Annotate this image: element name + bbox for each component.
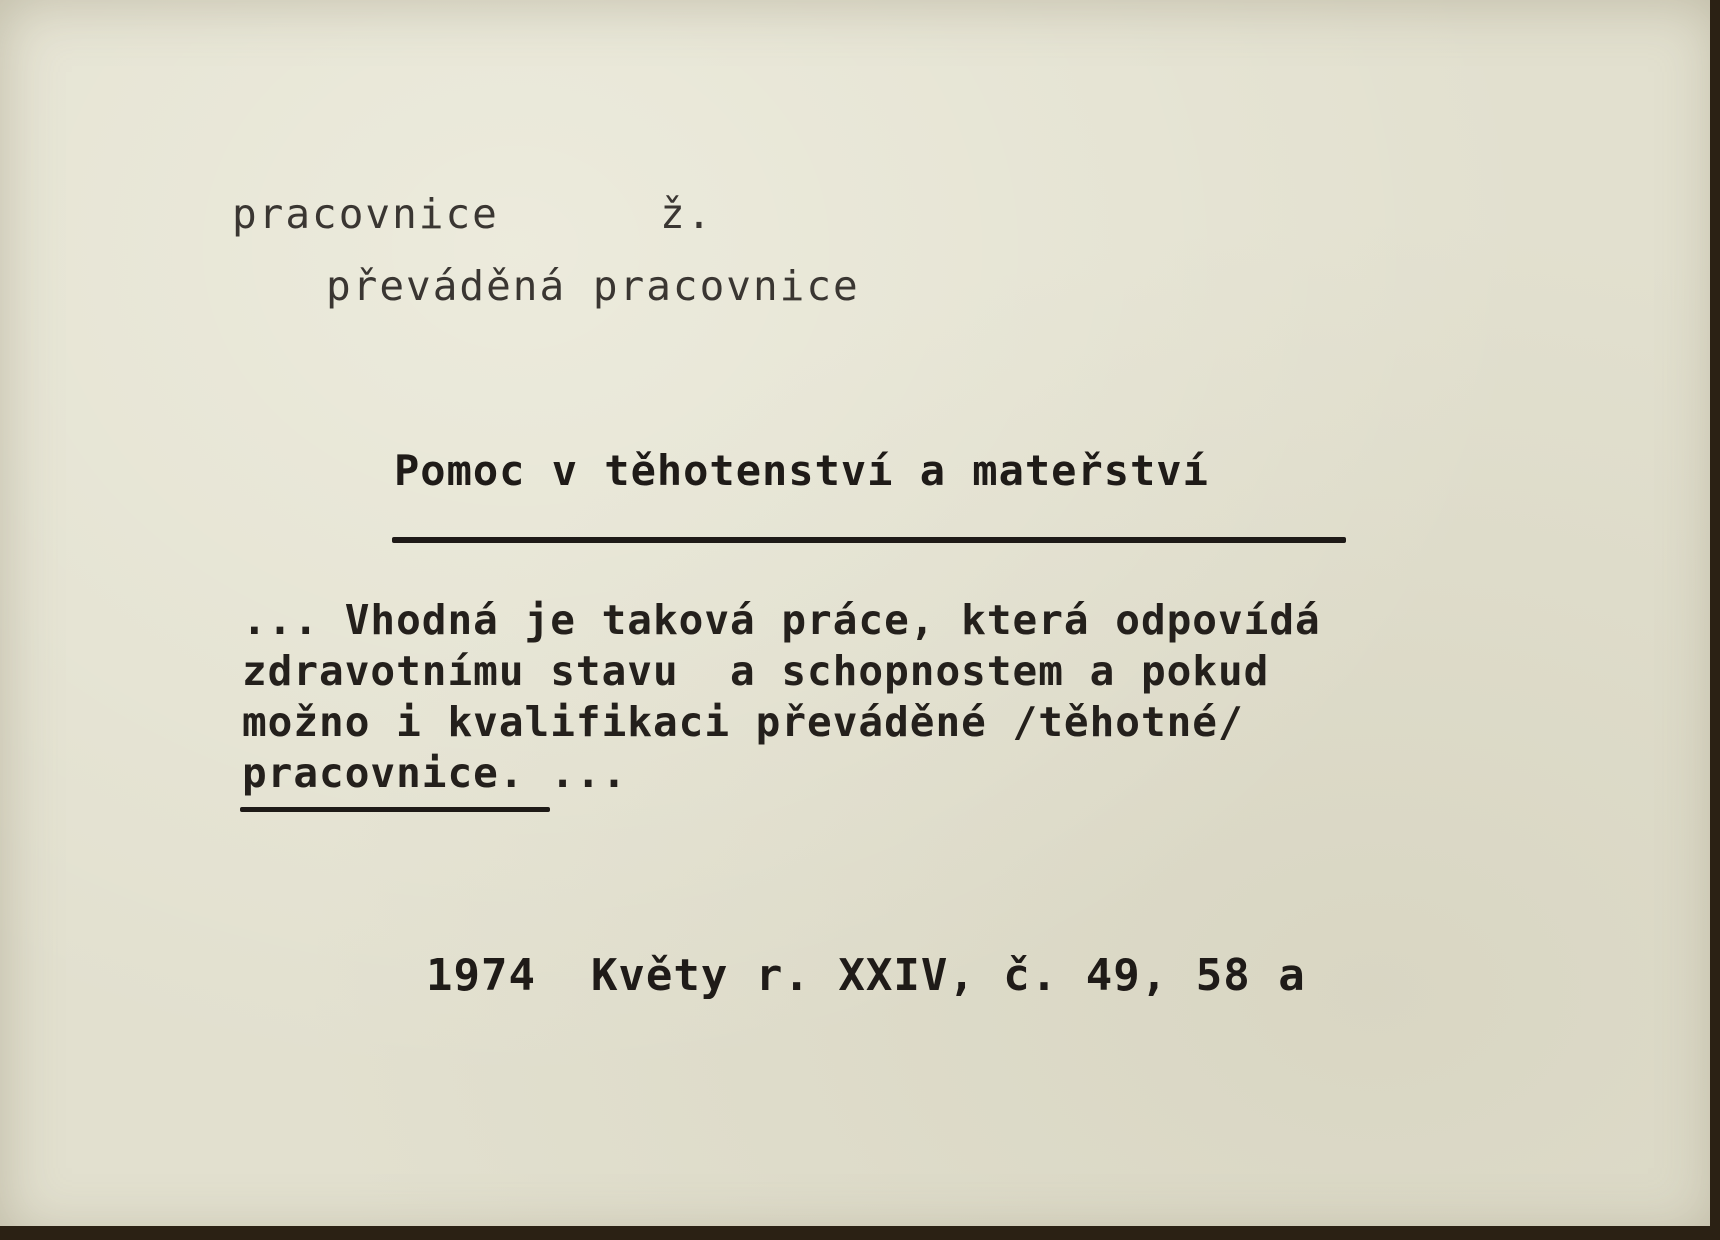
card-edge-bottom [0, 1226, 1720, 1240]
quote-line-2: zdravotnímu stavu a schopnostem a pokud [242, 647, 1270, 695]
heading: Pomoc v těhotenství a mateřství [394, 446, 1209, 495]
heading-underline [392, 537, 1346, 543]
quote-underline [240, 807, 550, 812]
quote-line-1: ... Vhodná je taková práce, která odpovídá [242, 596, 1321, 644]
keyword: pracovnice [232, 190, 499, 238]
card-edge-right [1710, 0, 1720, 1240]
quote-line-3: možno i kvalifikaci převáděné /těhotné/ [242, 698, 1244, 746]
quote-line-4: pracovnice. ... [242, 749, 628, 797]
sub-keyword: převáděná pracovnice [326, 262, 860, 310]
gender-mark: ž. [660, 190, 714, 238]
citation: 1974 Květy r. XXIV, č. 49, 58 a [426, 950, 1306, 1001]
